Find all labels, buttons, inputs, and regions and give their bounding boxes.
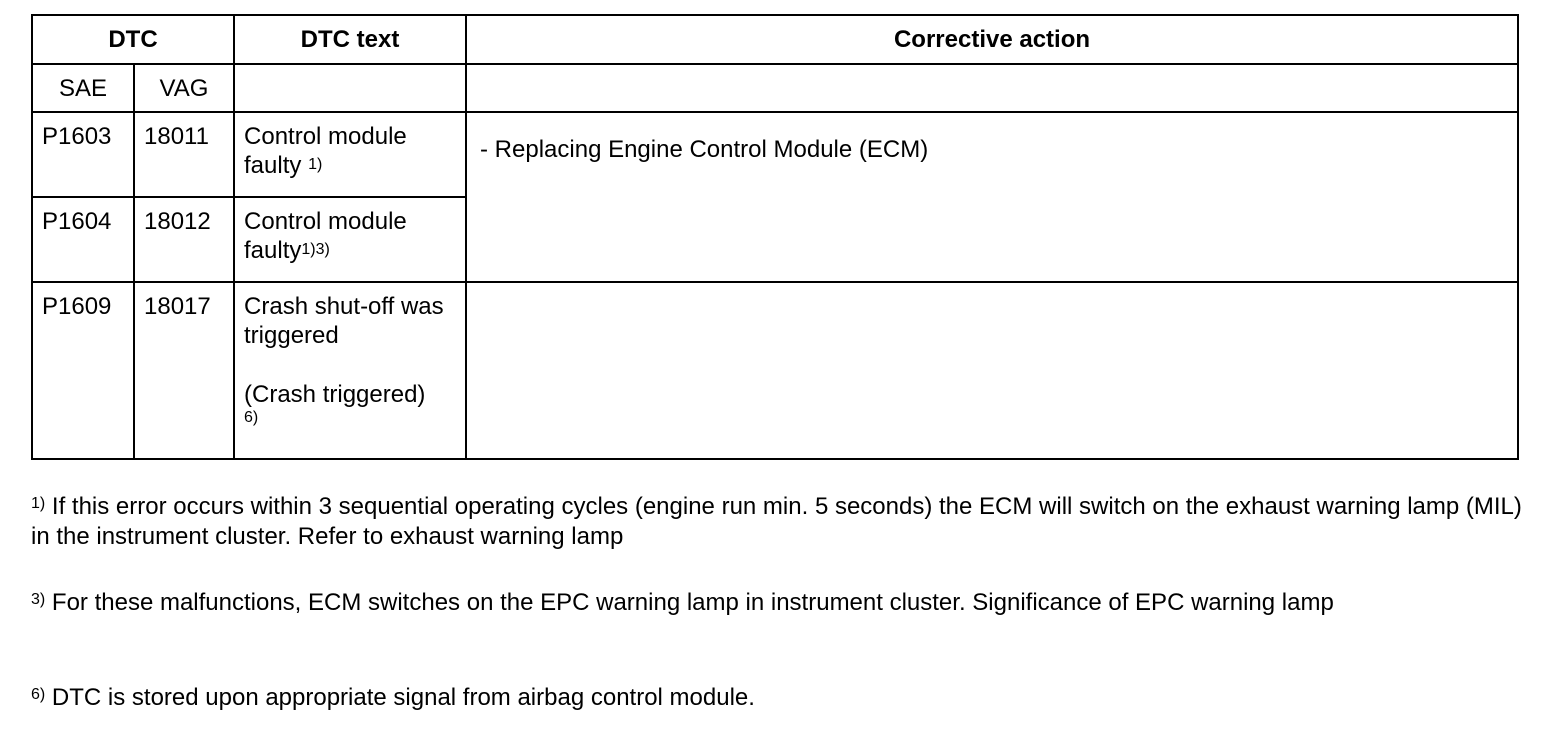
- footnote-mark: 6): [31, 686, 46, 703]
- table-row: [32, 112, 1518, 197]
- subheader-empty: [466, 64, 1518, 112]
- vag-code: 18012: [134, 197, 234, 282]
- sae-code: P1609: [32, 282, 134, 459]
- footnote-ref: 1)3): [301, 241, 330, 258]
- dtc-text: Crash shut-off was triggered: [244, 293, 444, 349]
- footnote-ref: 6): [244, 409, 259, 426]
- sae-code: P1603: [32, 112, 134, 197]
- table-subheader-row: [32, 64, 1518, 112]
- footnote-text: DTC is stored upon appropriate signal from airbag control module.: [51, 684, 755, 711]
- footnote-text: For these malfunctions, ECM switches on the EPC warning lamp in instrument cluster. Significance of EPC warning lamp: [51, 589, 1334, 616]
- footnote-ref: 1): [308, 156, 323, 173]
- header-dtc-text: DTC text: [234, 15, 466, 64]
- sae-code: P1604: [32, 197, 134, 282]
- dtc-text-cell: [234, 112, 466, 197]
- subheader-sae: SAE: [32, 64, 134, 112]
- dtc-text-extra: (Crash triggered): [244, 381, 426, 408]
- header-corrective-action: Corrective action: [466, 15, 1518, 64]
- footnote-mark: 1): [31, 495, 46, 512]
- dtc-text: Control module faulty: [244, 208, 407, 264]
- dtc-text-cell: [234, 282, 466, 459]
- footnote-6: [31, 683, 1531, 713]
- footnote-mark: 3): [31, 591, 46, 608]
- subheader-vag: VAG: [134, 64, 234, 112]
- dtc-table: [31, 14, 1519, 460]
- footnote-1: [31, 492, 1531, 552]
- vag-code: 18011: [134, 112, 234, 197]
- corrective-action-text: - Replacing Engine Control Module (ECM): [480, 136, 929, 163]
- dtc-text-cell: [234, 197, 466, 282]
- footnote-text: If this error occurs within 3 sequential operating cycles (engine run min. 5 seconds) the ECM will switch on the exhaust warning lamp (MIL) in the instrument cluster. Refer to exhaust warning lamp: [31, 493, 1522, 550]
- corrective-action-cell-empty: [466, 282, 1518, 459]
- footnote-3: [31, 588, 1531, 618]
- subheader-empty: [234, 64, 466, 112]
- table-header-row: [32, 15, 1518, 64]
- dtc-text: Control module faulty: [244, 123, 407, 179]
- corrective-action-cell: [466, 112, 1518, 282]
- vag-code: 18017: [134, 282, 234, 459]
- table-row: [32, 282, 1518, 459]
- header-dtc: DTC: [32, 15, 234, 64]
